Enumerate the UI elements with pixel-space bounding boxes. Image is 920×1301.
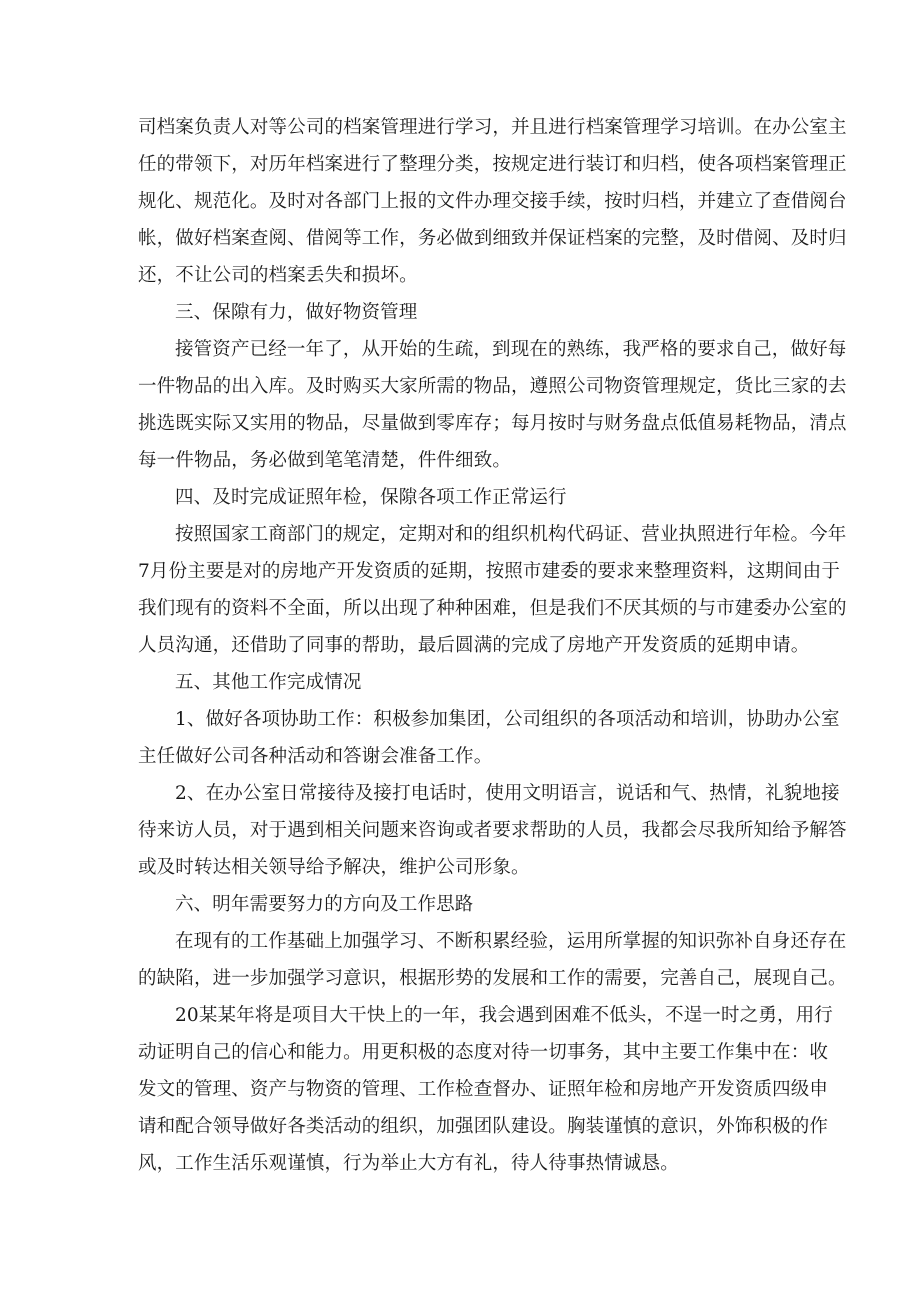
text-line: 按照国家工商部门的规定，定期对和的组织机构代码证、营业执照进行年检。今年 [175, 524, 847, 545]
text-line: 待来访人员，对于遇到相关问题来咨询或者要求帮助的人员，我都会尽我所知给予解答 [138, 820, 847, 841]
text-line: 主任做好公司各种活动和答谢会准备工作。 [138, 746, 493, 767]
text-line: 风，工作生活乐观谨慎，行为举止大方有礼，待人待事热情诚恳。 [138, 1153, 679, 1174]
section-heading-3: 三、保隙有力，做好物资管理 [175, 302, 418, 323]
text-line: 还，不让公司的档案丢失和损坏。 [138, 265, 418, 286]
text-line: 20某某年将是项目大干快上的一年，我会遇到困难不低头，不逞一时之勇，用行 [175, 1005, 833, 1026]
section-heading-5: 五、其他工作完成情况 [175, 672, 362, 693]
text-line: 司档案负责人对等公司的档案管理进行学习，并且进行档案管理学习培训。在办公室主 [138, 117, 847, 138]
text-line: 每一件物品，务必做到笔笔清楚，件件细致。 [138, 450, 512, 471]
text-line: 或及时转达相关领导给予解决，维护公司形象。 [138, 857, 530, 878]
text-line: 请和配合领导做好各类活动的组织，加强团队建设。胸装谨慎的意识，外饰积极的作 [138, 1116, 829, 1137]
text-line: 接管资产已经一年了，从开始的生疏，到现在的熟练，我严格的要求自己，做好每 [175, 339, 847, 360]
text-line: 规化、规范化。及时对各部门上报的文件办理交接手续，按时归档，并建立了查借阅台 [138, 191, 847, 212]
text-line: 一件物品的出入库。及时购买大家所需的物品，遵照公司物资管理规定，货比三家的去 [138, 376, 847, 397]
text-line: 1、做好各项协助工作：积极参加集团，公司组织的各项活动和培训，协助办公室 [175, 709, 840, 730]
text-line: 挑选既实际又实用的物品，尽量做到零库存；每月按时与财务盘点低值易耗物品，清点 [138, 413, 847, 434]
text-line: 我们现有的资料不全面，所以出现了种种困难，但是我们不厌其烦的与市建委办公室的 [138, 598, 847, 619]
text-line: 的缺陷，进一步加强学习意识，根据形势的发展和工作的需要，完善自己，展现自己。 [138, 968, 847, 989]
section-heading-4: 四、及时完成证照年检，保隙各项工作正常运行 [175, 487, 567, 508]
text-line: 2、在办公室日常接待及接打电话时，使用文明语言，说话和气、热情，礼貌地接 [175, 783, 840, 804]
text-line: 在现有的工作基础上加强学习、不断积累经验，运用所掌握的知识弥补自身还存在 [175, 931, 847, 952]
text-line: 帐，做好档案查阅、借阅等工作，务必做到细致并保证档案的完整，及时借阅、及时归 [138, 228, 847, 249]
text-line: 人员沟通，还借助了同事的帮助，最后圆满的完成了房地产开发资质的延期申请。 [138, 635, 810, 656]
section-heading-6: 六、明年需要努力的方向及工作思路 [175, 894, 474, 915]
text-line: 动证明自己的信心和能力。用更积极的态度对待一切事务，其中主要工作集中在：收 [138, 1042, 829, 1063]
text-line: 发文的管理、资产与物资的管理、工作检查督办、证照年检和房地产开发资质四级申 [138, 1079, 829, 1100]
text-line: 任的带领下，对历年档案进行了整理分类，按规定进行装订和归档，使各项档案管理正 [138, 154, 847, 175]
text-line: 7月份主要是对的房地产开发资质的延期，按照市建委的要求来整理资料，这期间由于 [138, 561, 840, 582]
